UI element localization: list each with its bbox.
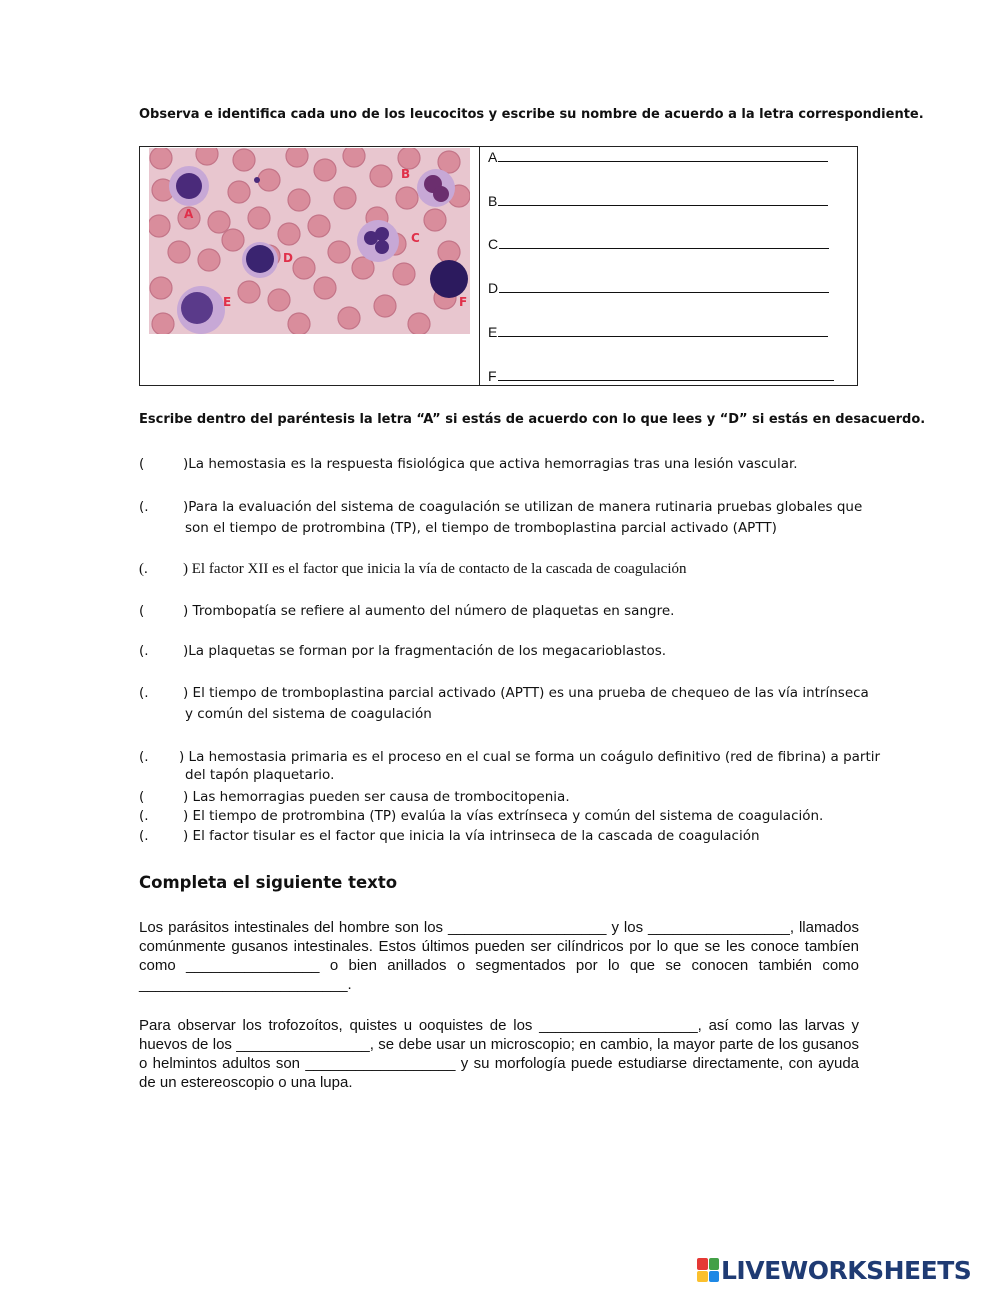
answer-paren[interactable]: (. — [139, 499, 149, 515]
fill-in-paragraph-2[interactable]: Para observar los trofozoítos, quistes u ooquistes de los ___________________, así como las larvas y huevos de los ________________, se debe usar un microscopio; en cambio, la mayor parte de los gusanos o helmintos adultos son __________________ y su morfología puede estudiarse directamente, con ayuda de un estereoscopio o una lupa. — [139, 1017, 859, 1091]
section3-title: Completa el siguiente texto — [139, 873, 398, 892]
answer-paren[interactable]: (. — [139, 828, 149, 844]
brand-name: LIVEWORKSHEETS — [721, 1255, 972, 1285]
statement-text: )Para la evaluación del sistema de coagulación se utilizan de manera rutinaria pruebas globales que — [183, 499, 863, 515]
answer-blank-d[interactable] — [499, 280, 829, 293]
logo-tile-yellow — [697, 1271, 708, 1283]
answer-blank-c[interactable] — [499, 236, 829, 249]
fill-in-paragraph-1[interactable]: Los parásitos intestinales del hombre son los ___________________ y los _________________, llamados comúnmente gusanos intestinales. Estos últimos pueden ser cilíndricos por lo que se les conoce tambíen como ________________ o bien anillados o segmentados por lo que se conocen también como _________________________. — [139, 919, 859, 993]
statement-10 — [139, 828, 760, 844]
answer-paren[interactable]: ( — [139, 456, 145, 472]
statement-continuation: son el tiempo de protrombina (TP), el tiempo de tromboplastina parcial activado (APTT) — [185, 520, 777, 536]
statement-2 — [139, 499, 862, 536]
statement-7 — [139, 749, 880, 783]
statement-text: )La hemostasia es la respuesta fisiológica que activa hemorragias tras una lesión vascular. — [183, 456, 798, 472]
answer-row-b — [488, 193, 828, 209]
section2-instructions: Escribe dentro del paréntesis la letra “A” si estás de acuerdo con lo que lees y “D” si estás en desacuerdo. — [139, 412, 926, 427]
answer-paren[interactable]: ( — [139, 603, 145, 619]
cell-label-a: A — [184, 207, 194, 221]
cell-label-c: C — [411, 231, 420, 245]
answer-letter: D — [488, 280, 499, 296]
statement-1 — [139, 456, 798, 472]
statement-5 — [139, 643, 666, 659]
statement-4 — [139, 603, 674, 619]
answer-letter: F — [488, 368, 497, 384]
answer-paren[interactable]: (. — [139, 643, 149, 659]
answer-paren[interactable]: (. — [139, 685, 149, 701]
table-divider — [479, 147, 480, 385]
statement-text: ) El factor tisular es el factor que inicia la vía intrinseca de la cascada de coagulación — [183, 828, 760, 844]
statement-continuation: y común del sistema de coagulación — [185, 706, 432, 722]
statement-text: ) La hemostasia primaria es el proceso en el cual se forma un coágulo definitivo (red de fibrina) a partir — [179, 749, 881, 765]
statement-continuation: del tapón plaquetario. — [185, 767, 335, 783]
cell-label-e: E — [223, 295, 232, 309]
answer-paren[interactable]: ( — [139, 789, 145, 805]
answer-row-c — [488, 236, 829, 252]
answer-blank-a[interactable] — [498, 149, 828, 162]
answer-paren[interactable]: (. — [139, 749, 149, 765]
logo-tile-blue — [709, 1271, 720, 1283]
answer-row-a — [488, 149, 828, 165]
statement-3 — [139, 561, 687, 578]
statement-text: ) El tiempo de tromboplastina parcial activado (APTT) es una prueba de chequeo de las vía intrínseca — [183, 685, 869, 701]
answer-row-f — [488, 368, 834, 384]
logo-icon — [697, 1258, 719, 1282]
answer-paren[interactable]: (. — [139, 561, 148, 577]
cell-label-b: B — [401, 167, 411, 181]
statement-9 — [139, 808, 823, 824]
answer-letter: C — [488, 236, 499, 252]
statement-text: ) El tiempo de protrombina (TP) evalúa la vías extrínseca y común del sistema de coagulación. — [183, 808, 824, 824]
statement-text: )La plaquetas se forman por la fragmentación de los megacarioblastos. — [183, 643, 667, 659]
answer-blank-e[interactable] — [498, 324, 828, 337]
logo-tile-green — [709, 1258, 720, 1270]
answer-row-d — [488, 280, 829, 296]
section1-instructions: Observa e identifica cada uno de los leucocitos y escribe su nombre de acuerdo a la letra correspondiente. — [139, 107, 924, 122]
answer-blank-f[interactable] — [498, 368, 834, 381]
statement-6 — [139, 685, 869, 722]
cell-label-f: F — [459, 295, 468, 309]
answer-blank-b[interactable] — [498, 193, 828, 206]
cell-label-d: D — [283, 251, 293, 265]
statement-text: ) Las hemorragias pueden ser causa de trombocitopenia. — [183, 789, 570, 805]
liveworksheets-logo — [697, 1255, 971, 1285]
statement-text: ) El factor XII es el factor que inicia la vía de contacto de la cascada de coagulación — [183, 561, 687, 577]
answer-letter: B — [488, 193, 498, 209]
logo-tile-red — [697, 1258, 708, 1270]
answer-letter: A — [488, 149, 498, 165]
statement-8 — [139, 789, 570, 805]
answer-letter: E — [488, 324, 498, 340]
answer-paren[interactable]: (. — [139, 808, 149, 824]
answer-row-e — [488, 324, 828, 340]
blood-smear-image — [149, 148, 470, 334]
statement-text: ) Trombopatía se refiere al aumento del número de plaquetas en sangre. — [183, 603, 675, 619]
